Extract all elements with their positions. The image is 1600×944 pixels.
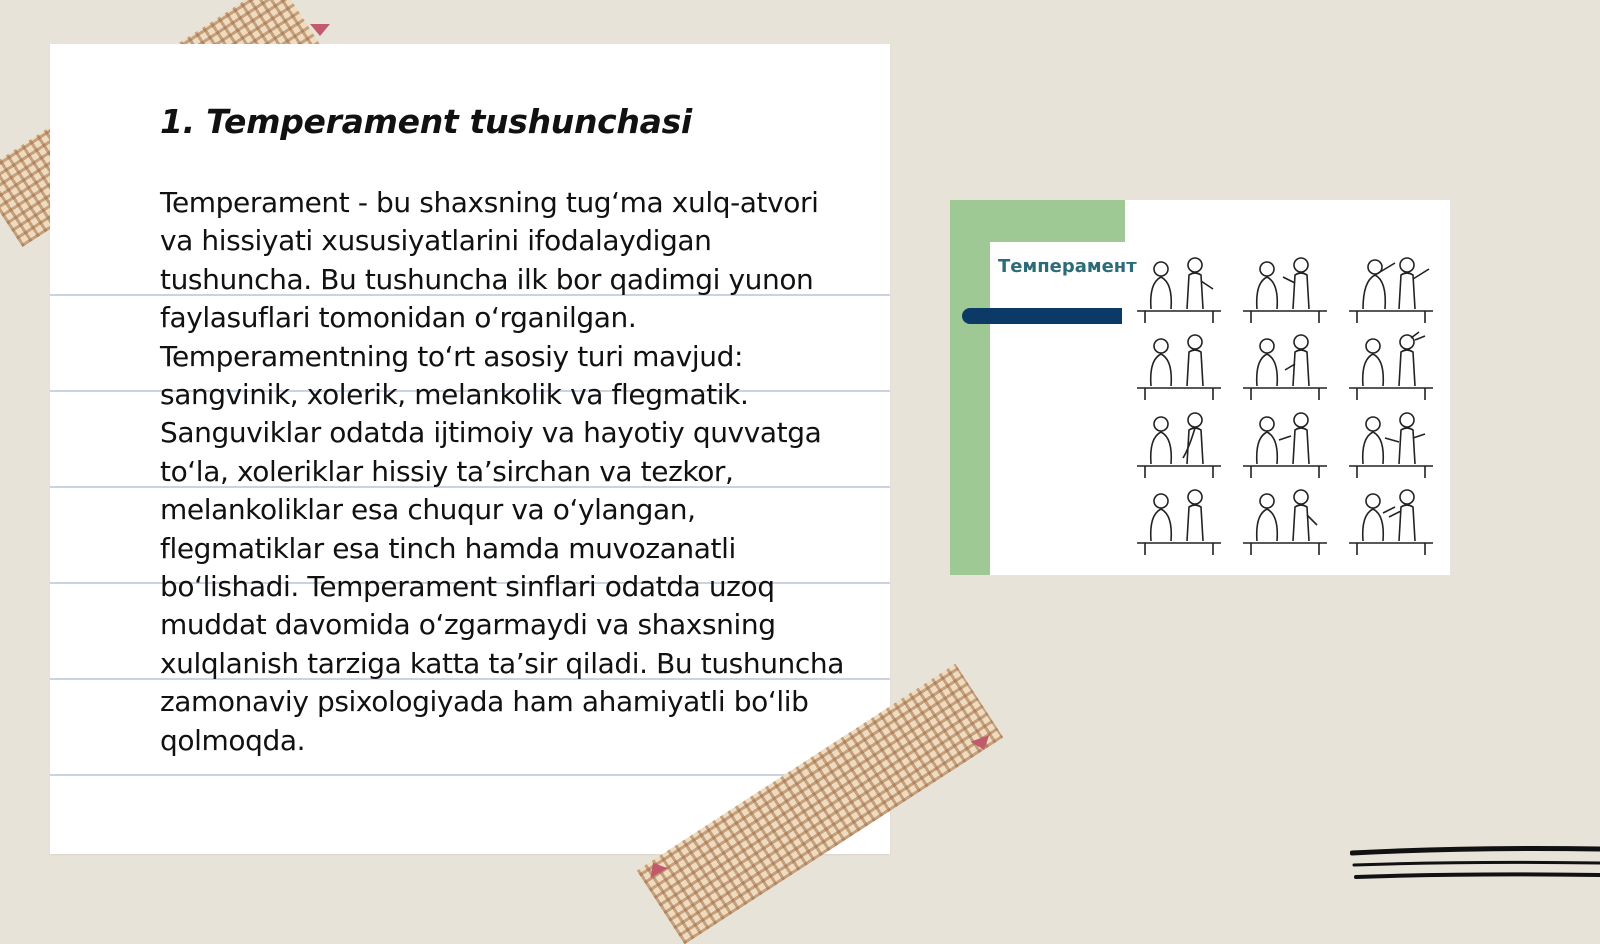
cartoon-panel bbox=[1232, 483, 1338, 561]
figure-title: Темперамент bbox=[998, 256, 1137, 277]
note-paper bbox=[50, 44, 890, 854]
figure-navy-bar bbox=[962, 308, 1122, 324]
cartoon-panel bbox=[1232, 328, 1338, 406]
cartoon-panel bbox=[1126, 328, 1232, 406]
cartoon-panel bbox=[1126, 250, 1232, 328]
cartoon-panel bbox=[1232, 405, 1338, 483]
slide-title: 1. Temperament tushunchasi bbox=[160, 102, 692, 141]
cartoon-panel bbox=[1338, 250, 1444, 328]
cartoon-panel bbox=[1232, 250, 1338, 328]
cartoon-panel bbox=[1126, 483, 1232, 561]
cartoon-panel bbox=[1338, 405, 1444, 483]
figure-green-band-vertical bbox=[950, 200, 990, 575]
cartoon-panel bbox=[1338, 328, 1444, 406]
figure-green-band-horizontal bbox=[950, 200, 1125, 242]
cartoon-grid bbox=[1126, 250, 1444, 560]
paper-rule bbox=[50, 774, 890, 776]
temperament-figure bbox=[950, 200, 1450, 575]
slide-body-text: Temperament - bu shaxsning tug‘ma xulq-atvori va hissiyati xususiyatlarini ifodalaydigan tushuncha. Bu tushuncha ilk bor qadimgi yunon faylasuflari tomonidan o‘rganilgan. Temperamentning to‘rt asosiy turi mavjud: sangvinik, xolerik, melankolik va flegmatik. Sanguviklar odatda ijtimoiy va hayotiy quvvatga to‘la, xoleriklar hissiy ta’sirchan va tezkor, melankoliklar esa chuqur va o‘ylangan, flegmatiklar esa tinch hamda muvozanatli bo‘lishadi. Temperament sinflari odatda uzoq muddat davomida o‘zgarmaydi va shaxsning xulqlanish tarziga katta ta’sir qiladi. Bu tushuncha zamonaviy psixologiyada ham ahamiyatli bo‘lib qolmoqda. bbox=[160, 186, 844, 757]
pin-top bbox=[310, 24, 330, 36]
cartoon-panel bbox=[1126, 405, 1232, 483]
decorative-brush-lines bbox=[1350, 845, 1600, 885]
cartoon-panel bbox=[1338, 483, 1444, 561]
